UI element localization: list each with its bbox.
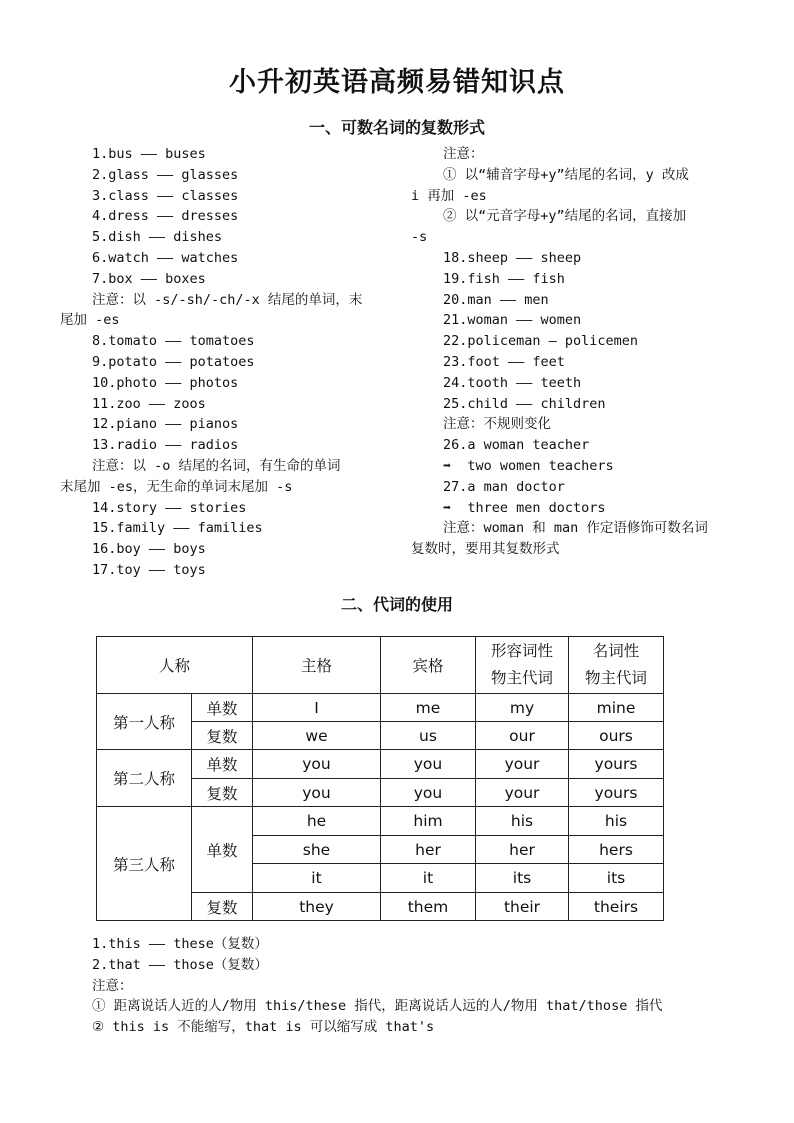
header-adj-possessive-line2: 物主代词 bbox=[490, 669, 553, 687]
cell-adj-possessive: their bbox=[476, 893, 569, 921]
list-line: 11.zoo —— zoos bbox=[92, 395, 206, 412]
note-line: ② this is 不能缩写，that is 可以缩写成 that's bbox=[92, 1019, 435, 1036]
header-person: 人称 bbox=[97, 637, 253, 694]
number-singular-label: 单数 bbox=[192, 694, 253, 722]
list-line: i 再加 -es bbox=[411, 187, 487, 204]
cell-subject: she bbox=[253, 836, 381, 864]
list-line: 末尾加 -es，无生命的单词末尾加 -s bbox=[60, 478, 293, 495]
header-adj-possessive-line1: 形容词性 bbox=[490, 642, 553, 660]
cell-object: it bbox=[381, 864, 476, 893]
number-plural-label: 复数 bbox=[192, 779, 253, 807]
cell-object: me bbox=[381, 694, 476, 722]
list-line: 注意：woman 和 man 作定语修饰可数名词 bbox=[443, 520, 708, 537]
cell-adj-possessive: my bbox=[476, 694, 569, 722]
header-noun-possessive-line2: 物主代词 bbox=[584, 669, 647, 687]
cell-adj-possessive: our bbox=[476, 722, 569, 750]
header-object: 宾格 bbox=[381, 637, 476, 694]
third-person-label: 第三人称 bbox=[97, 807, 192, 921]
header-adj-possessive bbox=[476, 637, 569, 694]
list-line: 17.toy —— toys bbox=[92, 561, 206, 578]
cell-noun-possessive: its bbox=[569, 864, 664, 893]
list-line: 复数时，要用其复数形式 bbox=[411, 541, 560, 558]
list-line: ➡ three men doctors bbox=[443, 499, 606, 516]
demonstrative-notes bbox=[92, 934, 662, 1038]
plural-list-left bbox=[60, 144, 400, 581]
cell-adj-possessive: his bbox=[476, 807, 569, 836]
cell-noun-possessive: his bbox=[569, 807, 664, 836]
cell-subject: you bbox=[253, 779, 381, 807]
list-line: 27.a man doctor bbox=[443, 478, 565, 495]
list-line: 26.a woman teacher bbox=[443, 437, 590, 454]
list-line: 1.bus —— buses bbox=[92, 146, 206, 162]
list-line: -s bbox=[411, 229, 428, 246]
cell-adj-possessive: your bbox=[476, 750, 569, 779]
list-line: 尾加 -es bbox=[60, 312, 120, 329]
note-line: ① 距离说话人近的人/物用 this/these 指代，距离说话人远的人/物用 that/those 指代 bbox=[92, 998, 663, 1015]
section1-heading: 一、可数名词的复数形式 bbox=[308, 118, 485, 137]
cell-adj-possessive: her bbox=[476, 836, 569, 864]
table-row bbox=[97, 750, 664, 779]
list-line: 6.watch —— watches bbox=[92, 249, 239, 266]
list-line: 5.dish —— dishes bbox=[92, 229, 223, 246]
list-line: 12.piano —— pianos bbox=[92, 416, 239, 433]
cell-adj-possessive: its bbox=[476, 864, 569, 893]
plural-list-right bbox=[411, 144, 751, 560]
list-line: 21.woman —— women bbox=[443, 312, 582, 329]
cell-noun-possessive: yours bbox=[569, 750, 664, 779]
cell-noun-possessive: theirs bbox=[569, 893, 664, 921]
cell-noun-possessive: ours bbox=[569, 722, 664, 750]
note-line: 1.this —— these（复数） bbox=[92, 936, 268, 952]
list-line: 19.fish —— fish bbox=[443, 270, 565, 287]
list-line: ① 以“辅音字母+y”结尾的名词，y 改成 bbox=[443, 166, 689, 183]
list-line: 16.boy —— boys bbox=[92, 541, 206, 558]
list-line: 4.dress —— dresses bbox=[92, 208, 239, 225]
cell-object: her bbox=[381, 836, 476, 864]
list-line: 18.sheep —— sheep bbox=[443, 249, 582, 266]
list-line: 10.photo —— photos bbox=[92, 374, 239, 391]
list-line: 15.family —— families bbox=[92, 520, 263, 537]
first-person-label: 第一人称 bbox=[97, 694, 192, 750]
cell-subject: he bbox=[253, 807, 381, 836]
cell-noun-possessive: mine bbox=[569, 694, 664, 722]
table-row bbox=[97, 807, 664, 836]
cell-subject: I bbox=[253, 694, 381, 722]
cell-object: you bbox=[381, 750, 476, 779]
cell-noun-possessive: yours bbox=[569, 779, 664, 807]
note-line: 注意： bbox=[92, 977, 133, 994]
list-line: 25.child —— children bbox=[443, 395, 606, 412]
note-line: 2.that —— those（复数） bbox=[92, 956, 268, 973]
number-singular-label: 单数 bbox=[192, 807, 253, 893]
cell-subject: it bbox=[253, 864, 381, 893]
cell-subject: they bbox=[253, 893, 381, 921]
list-line: 14.story —— stories bbox=[92, 499, 247, 516]
pronoun-table bbox=[96, 636, 664, 921]
cell-adj-possessive: your bbox=[476, 779, 569, 807]
list-line: 9.potato —— potatoes bbox=[92, 353, 255, 370]
list-line: 8.tomato —— tomatoes bbox=[92, 333, 255, 350]
cell-object: us bbox=[381, 722, 476, 750]
list-line: 注意：不规则变化 bbox=[443, 416, 551, 433]
list-line: 7.box —— boxes bbox=[92, 270, 206, 287]
cell-object: them bbox=[381, 893, 476, 921]
cell-noun-possessive: hers bbox=[569, 836, 664, 864]
number-plural-label: 复数 bbox=[192, 893, 253, 921]
number-singular-label: 单数 bbox=[192, 750, 253, 779]
header-noun-possessive bbox=[569, 637, 664, 694]
cell-object: you bbox=[381, 779, 476, 807]
table-row bbox=[97, 694, 664, 722]
header-subject: 主格 bbox=[253, 637, 381, 694]
list-line: 注意：以 -s/-sh/-ch/-x 结尾的单词，末 bbox=[92, 291, 363, 308]
header-noun-possessive-line1: 名词性 bbox=[592, 642, 640, 660]
list-line: 20.man —— men bbox=[443, 291, 549, 308]
list-line: 注意：以 -o 结尾的名词，有生命的单词 bbox=[92, 457, 341, 474]
cell-object: him bbox=[381, 807, 476, 836]
list-line: 13.radio —— radios bbox=[92, 437, 239, 454]
list-line: 23.foot —— feet bbox=[443, 353, 565, 370]
list-line: 3.class —— classes bbox=[92, 187, 239, 204]
page-title: 小升初英语高频易错知识点 bbox=[229, 67, 565, 98]
list-line: 注意： bbox=[443, 146, 484, 162]
list-line: 2.glass —— glasses bbox=[92, 166, 239, 183]
list-line: ② 以“元音字母+y”结尾的名词，直接加 bbox=[443, 208, 687, 225]
number-plural-label: 复数 bbox=[192, 722, 253, 750]
list-line: 24.tooth —— teeth bbox=[443, 374, 582, 391]
list-line: ➡ two women teachers bbox=[443, 457, 614, 474]
section2-heading: 二、代词的使用 bbox=[340, 595, 453, 614]
table-header-row bbox=[97, 637, 664, 694]
second-person-label: 第二人称 bbox=[97, 750, 192, 807]
list-line: 22.policeman — policemen bbox=[443, 333, 639, 350]
cell-subject: you bbox=[253, 750, 381, 779]
cell-subject: we bbox=[253, 722, 381, 750]
